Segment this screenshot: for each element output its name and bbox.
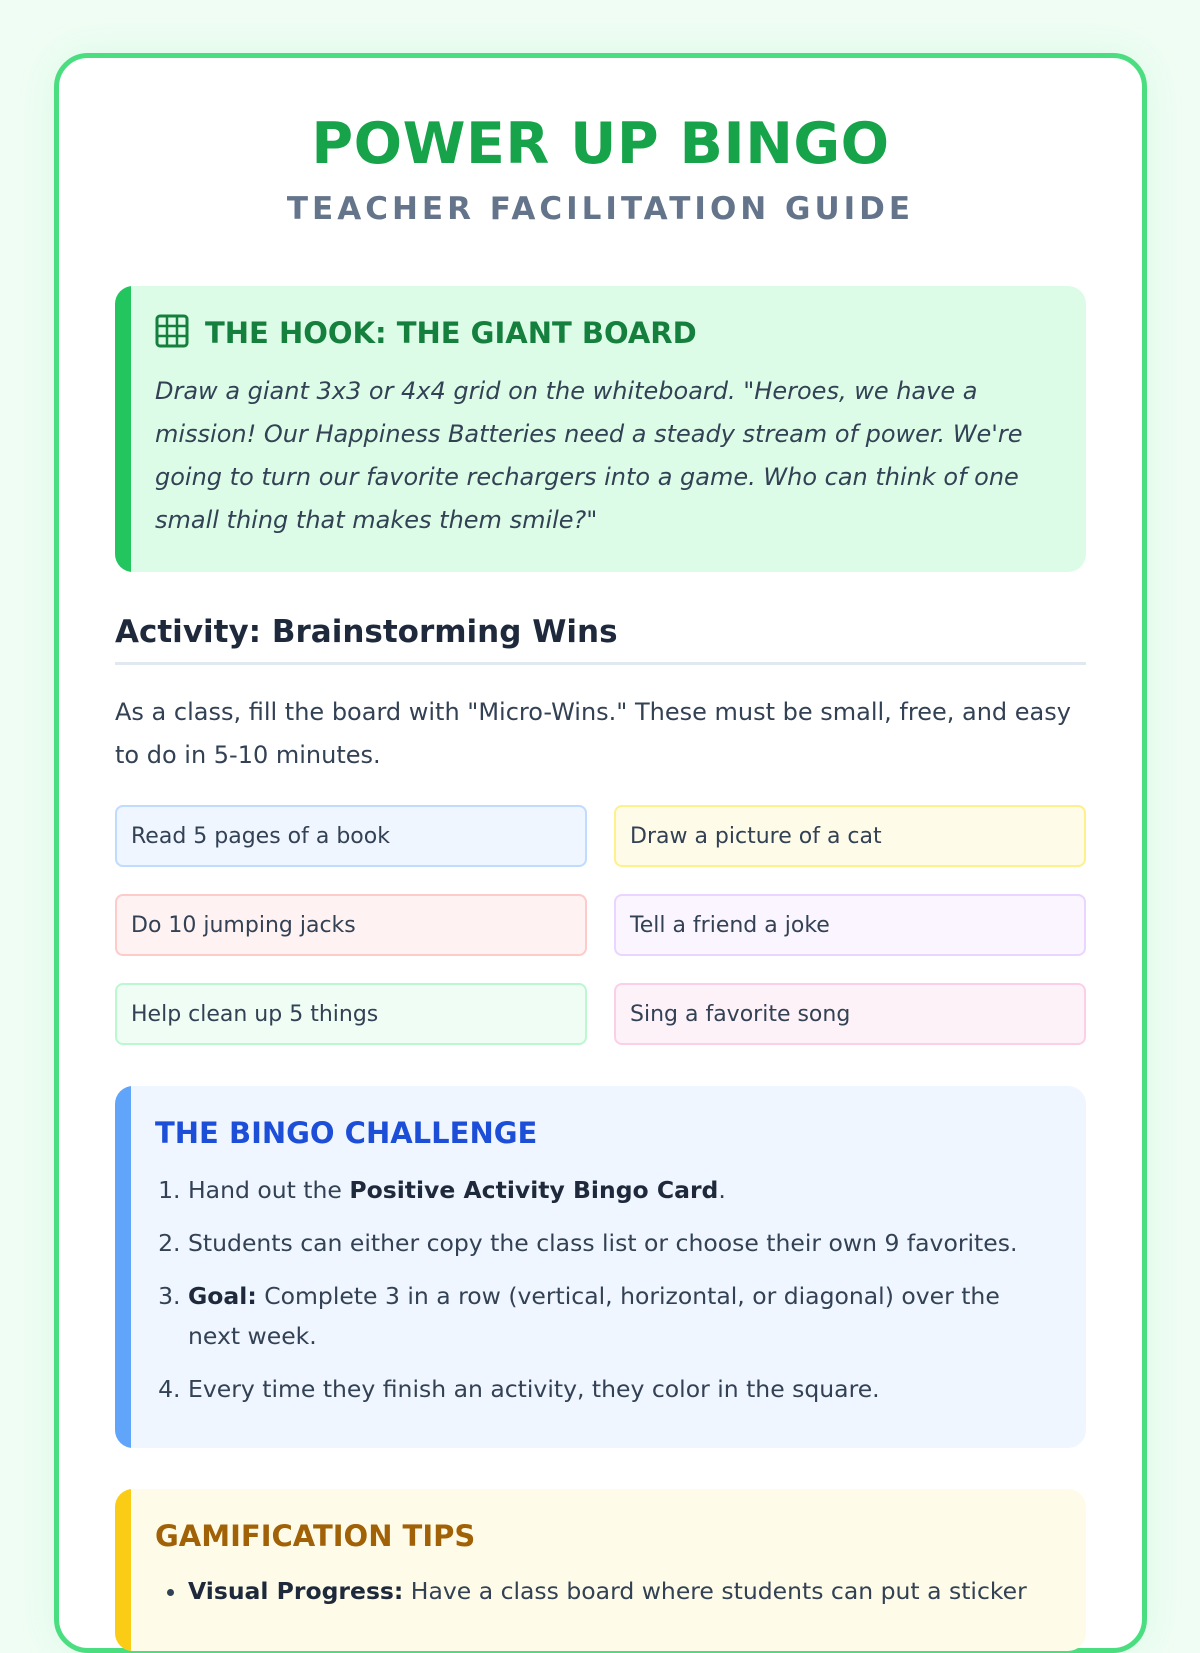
challenge-steps [155, 1170, 1050, 1409]
hook-text: Draw a giant 3x3 or 4x4 grid on the whiteboard. "Heroes, we have a mission! Our Happiness Batteries need a steady stream of power. We're going to turn our favorite rechargers into a game. Who can think of one small thing that makes them smile?" [155, 377, 1023, 534]
micro-wins-grid [115, 805, 1086, 1045]
step-item: 4. Every time they finish an activity, they color in the square. [188, 1369, 1050, 1409]
hook-panel [115, 286, 1086, 572]
micro-win-item: Read 5 pages of a book [115, 805, 587, 867]
micro-win-item: Draw a picture of a cat [614, 805, 1086, 867]
step-item: 2. Students can either copy the class list or choose their own 9 favorites. [188, 1223, 1050, 1263]
micro-win-item: Help clean up 5 things [115, 983, 587, 1045]
activity-intro: As a class, fill the board with "Micro-Wins." These must be small, free, and easy to do in 5-10 minutes. [115, 698, 1071, 769]
step-item: 3. Goal: Complete 3 in a row (vertical, horizontal, or diagonal) over the next week. [188, 1276, 1050, 1356]
micro-win-item: Do 10 jumping jacks [115, 894, 587, 956]
guide-card [54, 53, 1147, 1653]
challenge-title: THE BINGO CHALLENGE [155, 1116, 538, 1150]
page-subtitle: TEACHER FACILITATION GUIDE [286, 191, 915, 227]
micro-win-item: Sing a favorite song [614, 983, 1086, 1045]
gamification-tips-panel [115, 1489, 1086, 1651]
tip-item: • Visual Progress: Have a class board where students can put a sticker [188, 1571, 1050, 1611]
page-title: POWER UP BINGO [311, 111, 890, 177]
tips-list [155, 1571, 1050, 1611]
step-item: 1. Hand out the Positive Activity Bingo Card. [188, 1170, 1050, 1210]
bingo-challenge-panel [115, 1086, 1086, 1448]
tips-title: GAMIFICATION TIPS [155, 1519, 476, 1553]
hook-title: THE HOOK: THE GIANT BOARD [205, 316, 697, 350]
micro-win-item: Tell a friend a joke [614, 894, 1086, 956]
hook-header [155, 314, 1046, 352]
activity-title: Activity: Brainstorming Wins [115, 614, 1086, 665]
grid-icon [155, 314, 189, 352]
